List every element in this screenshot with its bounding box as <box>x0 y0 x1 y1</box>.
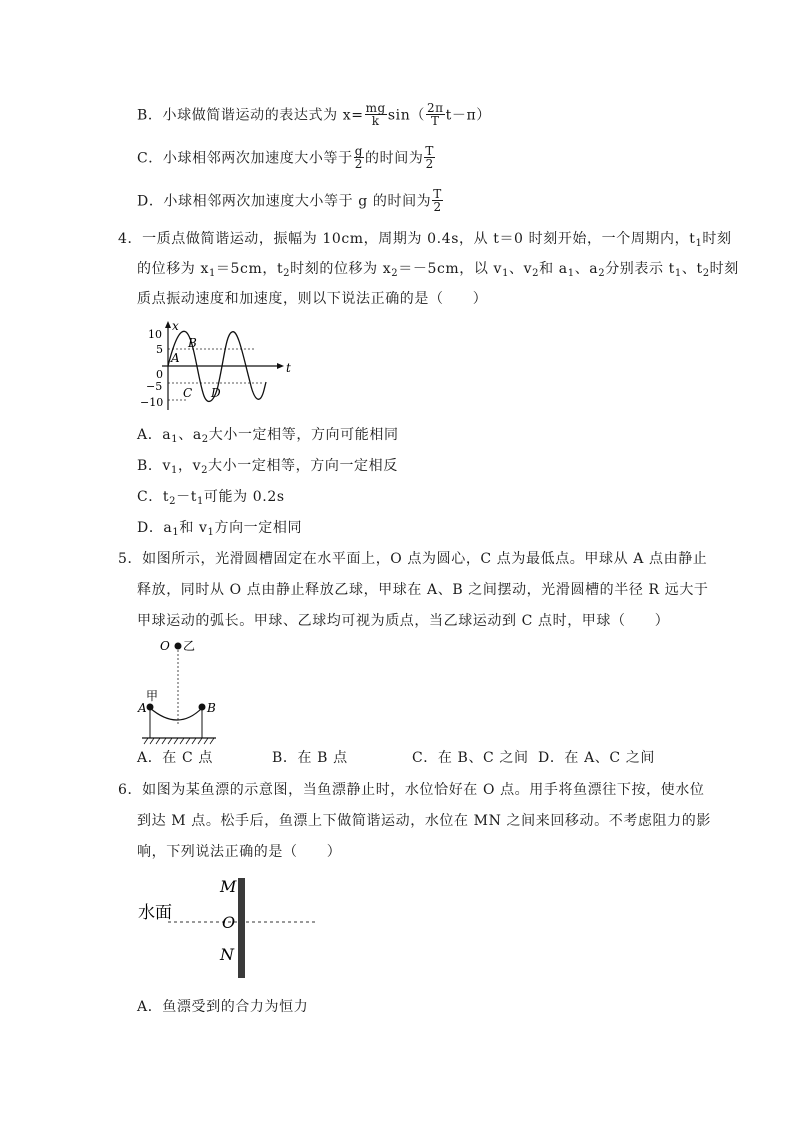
q5-circular-groove-figure <box>134 636 224 746</box>
ball-jia-at-a <box>147 704 154 711</box>
tick-label-5: 5 <box>156 343 163 356</box>
q3-option-b: B．小球做简谐运动的表达式为 x= $\frac{mg}{k}$ sin（ $\frac{2\pi}{T}$ t－π） <box>137 101 491 128</box>
tick-label-minus-5: −5 <box>146 380 163 393</box>
q4-option-c: C．$t_2-t_1$可能为 0.2s <box>137 489 285 507</box>
q6-stem-line-3: 响，下列说法正确的是（ ） <box>137 844 342 860</box>
q3-option-c: C．小球相邻两次加速度大小等于 $\frac{g}{2}$ 的时间为 $\frac{T}{2}$ <box>137 144 435 171</box>
q5-option-d: D．在 A、C 之间 <box>538 750 655 766</box>
ball-at-b <box>199 704 206 711</box>
q4-stem-line-1: 4．一质点做简谐运动，振幅为 10cm，周期为 0.4s，从 t＝0 时刻开始，一个周期内，$t_1$时刻 <box>118 231 732 249</box>
fraction: $\frac{T}{2}$ <box>425 144 435 171</box>
q5-stem-line-2: 释放，同时从 O 点由静止释放乙球，甲球在 A、B 之间摆动，光滑圆槽的半径 R 远大于 <box>137 582 709 598</box>
float-rod <box>238 878 245 978</box>
label-o: O <box>222 913 236 932</box>
label-a: A <box>138 701 147 715</box>
axis-label-t: t <box>286 361 291 375</box>
q4-stem-line-2: 的位移为 $x_1=5cm$，$t_2$时刻的位移为 $x_2=-5cm$，以 $v_1$、$v_2$和 $a_1$、$a_2$分别表示 $t_1$、$t_2$时刻 <box>137 261 739 279</box>
q3-option-d: D．小球相邻两次加速度大小等于 g 的时间为 $\frac{T}{2}$ <box>137 187 442 214</box>
label-b: B <box>207 701 216 715</box>
q5-option-a: A．在 C 点 <box>137 750 213 766</box>
point-label-a: A <box>171 351 180 365</box>
q6-option-a: A．鱼漂受到的合力为恒力 <box>137 999 309 1015</box>
x-axis-arrow-icon <box>165 321 171 328</box>
point-label-d: D <box>211 386 221 400</box>
fraction: $\frac{g}{2}$ <box>354 144 364 171</box>
q4-option-d: D．$a_1$和 $v_1$方向一定相同 <box>137 520 303 538</box>
q5-stem-line-3: 甲球运动的弧长。甲球、乙球均可视为质点，当乙球运动到 C 点时，甲球（ ） <box>137 613 670 629</box>
label-o: O <box>160 639 170 653</box>
fraction: $\frac{2\pi}{T}$ <box>426 101 444 128</box>
q5-option-c: C．在 B、C 之间 <box>412 750 529 766</box>
ground-hatching <box>144 738 214 744</box>
q4-option-b: B．$v_1$，$v_2$大小一定相等，方向一定相反 <box>137 458 398 476</box>
axis-label-x: x <box>172 320 179 333</box>
tick-label-0: 0 <box>156 368 163 381</box>
q4-displacement-time-graph <box>140 320 300 412</box>
q5-stem-line-1: 5．如图所示，光滑圆槽固定在水平面上，O 点为圆心，C 点为最低点。甲球从 A 点由静止 <box>118 551 708 567</box>
fraction: $\frac{mg}{k}$ <box>365 101 386 128</box>
tick-label-10: 10 <box>148 328 162 341</box>
label-water-surface: 水面 <box>138 903 172 923</box>
label-m: M <box>220 877 237 896</box>
q4-stem-line-3: 质点振动速度和加速度，则以下说法正确的是（ ） <box>137 291 488 307</box>
label-n: N <box>220 945 234 964</box>
tick-label-minus-10: −10 <box>140 396 164 409</box>
fraction: $\frac{T}{2}$ <box>433 187 442 214</box>
point-label-c: C <box>183 386 193 400</box>
ball-yi-at-o <box>175 643 182 650</box>
label-jia: 甲 <box>146 689 159 703</box>
q4-option-a: A．$a_1$、$a_2$大小一定相等，方向可能相同 <box>137 427 399 445</box>
t-axis-arrow-icon <box>277 363 284 369</box>
q6-stem-line-1: 6．如图为某鱼漂的示意图，当鱼漂静止时，水位恰好在 O 点。用手将鱼漂往下按，使水位 <box>118 782 705 798</box>
q6-fishing-float-figure <box>136 872 320 982</box>
q6-stem-line-2: 到达 M 点。松手后，鱼漂上下做简谐运动，水位在 MN 之间来回移动。不考虑阻力的影 <box>137 813 711 829</box>
label-yi: 乙 <box>183 639 196 653</box>
q5-option-b: B．在 B 点 <box>272 750 348 766</box>
point-label-b: B <box>188 336 197 350</box>
groove-arc <box>150 708 202 720</box>
